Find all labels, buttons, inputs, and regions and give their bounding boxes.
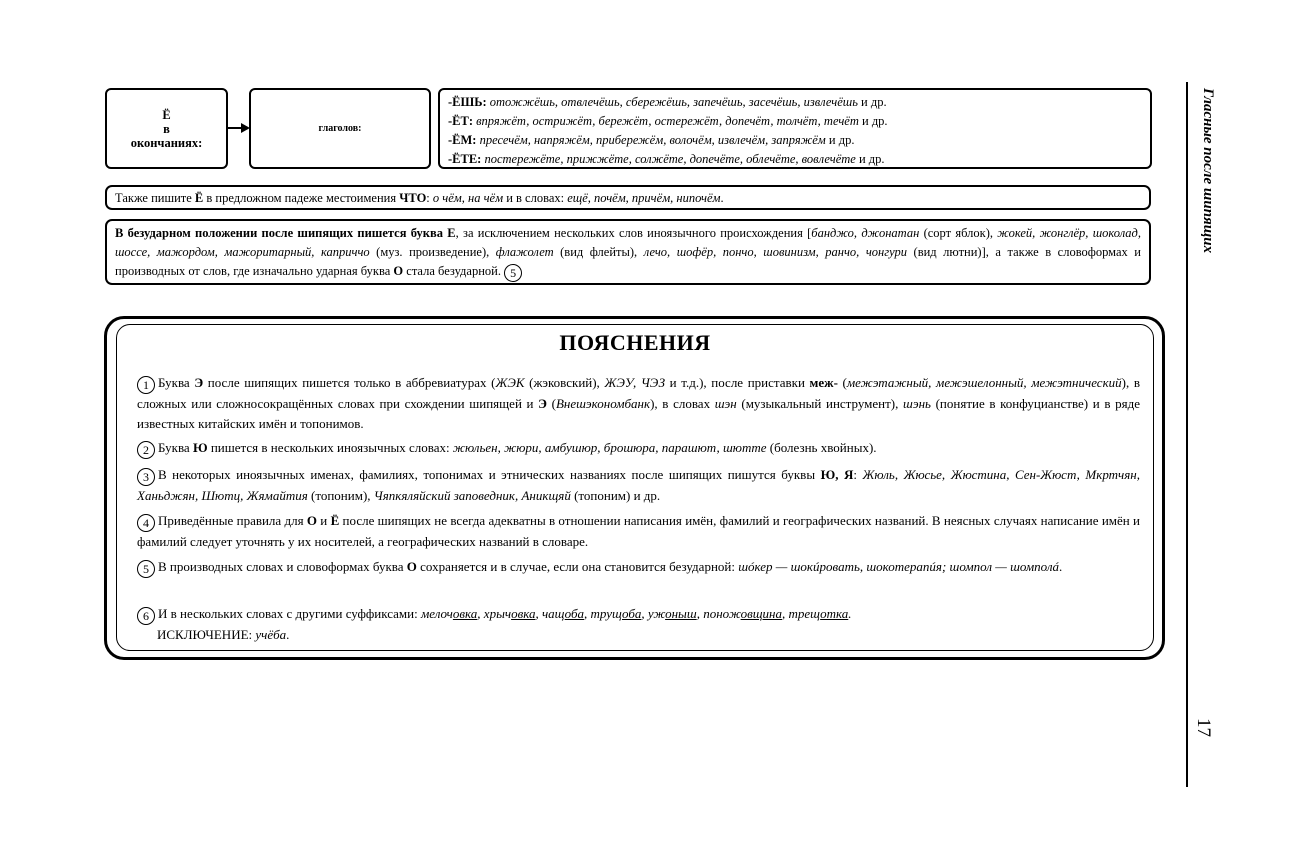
note-example: Внешэкономбанк [555, 396, 651, 411]
explanation-note-1 [137, 373, 1140, 433]
ending-line [448, 150, 1142, 169]
ending-words: отожжёшь, отвлечёшь, сбережёшь, запечёшь, засечёшь, извлечёшь [489, 95, 858, 109]
word-stem: чащ [541, 606, 565, 621]
verbs-box [249, 88, 431, 169]
word-suffix: отка [820, 606, 849, 621]
note-example: межэтажный, межэшелонный, межэтнический [846, 375, 1122, 390]
running-head [1198, 88, 1216, 288]
footnote-ref-circle[interactable]: 5 [504, 264, 522, 282]
also-text: : [426, 191, 433, 205]
note-text: (болезнь хвойных). [766, 440, 877, 455]
rule-text: , за исключением нескольких слов иноязычного происхождения [ [455, 226, 812, 240]
note-text: В некоторых иноязычных именах, фамилиях, топонимах и этнических названиях после шипящих пишутся буквы [158, 467, 821, 482]
also-text: и в словах: [503, 191, 568, 205]
word-stem: трещ [788, 606, 821, 621]
note-text: и [317, 513, 331, 528]
note-text: ( [546, 396, 556, 411]
note-letter: О [406, 559, 417, 574]
word-sep: , [696, 606, 704, 621]
rule-text: (вид флейты), [553, 245, 644, 259]
word-suffix: овка [511, 606, 536, 621]
note-text: и т.д.), после приставки [665, 375, 810, 390]
note-example: жюльен, жюри, амбушюр, брошюра, парашют, шютте [452, 440, 767, 455]
ending-line [448, 131, 1142, 150]
page-number-text: 17 [1193, 718, 1214, 737]
note-text: (топоним) и др. [570, 488, 661, 503]
suffix-word [591, 606, 648, 621]
ending-line [448, 112, 1142, 131]
note-prefix: меж- [809, 375, 838, 390]
note-example: ЖЭК [495, 375, 525, 390]
suffix-word [484, 606, 542, 621]
note-text: ), в сложных или сложносокращённых словах при схождении шипящей и [137, 375, 1140, 411]
word-suffix: оба [622, 606, 642, 621]
ending-tail: и др. [858, 114, 888, 128]
word-sep: , [641, 606, 648, 621]
margin-rule [1186, 82, 1188, 787]
suffix-word [703, 606, 788, 621]
note-example: Жюль, Жюсье, Жюстина, Сен-Жюст, Мкртчян, Ханьджян, Шютц, Жямайтия [137, 467, 1140, 503]
note-text: Буква [158, 440, 193, 455]
exception-end: . [286, 627, 290, 642]
note-text: пишется в нескольких иноязычных словах: [207, 440, 453, 455]
word-suffix: овка [452, 606, 478, 621]
note-text: после шипящих пишется только в аббревиатурах ( [203, 375, 496, 390]
rule-text: (сорт яблок), [919, 226, 998, 240]
rule-heading: В безударном положении после шипящих пишется буква Е [115, 226, 456, 240]
word-stem: понож [703, 606, 741, 621]
rule-text: стала безударной. [403, 264, 501, 278]
ending-suffix: -ЁМ: [448, 133, 477, 147]
note-example: шэнь [903, 396, 931, 411]
note-text: ( [837, 375, 847, 390]
explanation-note-2 [137, 438, 1140, 459]
ending-line [448, 93, 1142, 112]
note-text: В производных словах и словоформах буква [158, 559, 407, 574]
word-stem: уж [647, 606, 666, 621]
ending-words: постережёте, прижжёте, солжёте, допечёте, облечёте, вовлечёте [484, 152, 856, 166]
note-text: сохраняется и в случае, если она становится безударной: [416, 559, 739, 574]
rule-example: жокей, жонглёр, шоколад, шоссе, мажордом, мажоритарный, каприччо [115, 226, 1141, 259]
e-in-word: в [163, 121, 170, 136]
ending-tail: и др. [825, 133, 855, 147]
unstressed-rule-box [105, 219, 1151, 285]
suffix-word [421, 606, 484, 621]
note-letter: Э [194, 375, 204, 390]
explanation-note-4 [137, 511, 1140, 552]
note-example: Чяпкяляйский заповедник, Аникщяй [373, 488, 571, 503]
word-sep: , [782, 606, 789, 621]
explanation-note-6 [137, 604, 1140, 645]
ending-suffix: -ЁШЬ: [448, 95, 487, 109]
rule-text: (муз. произведение), [369, 245, 496, 259]
note-text: ), в словах [650, 396, 715, 411]
note-text: (жэковский), [524, 375, 605, 390]
word-sep: , [584, 606, 591, 621]
verbs-label: глаголов: [318, 123, 362, 134]
e-letter: Ё [162, 107, 171, 122]
note-example: шóкер — шокúровать, шокотерапúя; шомпол — шомполá [738, 559, 1060, 574]
suffix-word [542, 606, 591, 621]
word-suffix: оба [564, 606, 585, 621]
note-text: . [1059, 559, 1063, 574]
word-sep: , [535, 606, 542, 621]
ending-suffix: -ЁТ: [448, 114, 473, 128]
note-letter: О [306, 513, 317, 528]
note-number: 5 [137, 560, 155, 578]
exception-word: учёба [255, 627, 287, 642]
explanations-title: ПОЯСНЕНИЯ [559, 330, 711, 355]
also-examples: о чём, на чём [432, 191, 504, 205]
also-text: в предложном падеже местоимения [203, 191, 400, 205]
suffix-word [789, 606, 852, 621]
also-words: ещё, почём, причём, нипочём [567, 191, 721, 205]
note-letter: Ю, Я [820, 467, 854, 482]
ending-words: пресечём, напряжём, прибережём, волочём, извлечём, запряжём [479, 133, 826, 147]
rule-letter: О [393, 264, 404, 278]
ending-suffix: -ЁТЕ: [448, 152, 482, 166]
explanation-note-3 [137, 465, 1140, 506]
note-text: Буква [158, 375, 195, 390]
rule-example: банджо, джонатан [811, 226, 920, 240]
arrow-right-icon [227, 121, 251, 135]
rule-example: лечо, шофёр, пончо, шовинизм, ранчо, чонгури [643, 245, 908, 259]
suffix-word [648, 606, 703, 621]
note-example: шэн [714, 396, 737, 411]
also-text: Также пишите [115, 191, 195, 205]
note-text: после шипящих не всегда адекватны в отношении написания имён, фамилий и географических названий. В неясных случаях написание имён и фамилий следует уточнять у их носителей, а географических названий в словаре. [137, 513, 1140, 549]
note-letter: Ё [330, 513, 340, 528]
page-number [1194, 718, 1214, 742]
note-text: И в нескольких словах с другими суффиксами: [158, 606, 421, 621]
word-stem: хрыч [483, 606, 512, 621]
running-head-text: Гласные после шипящих [1200, 88, 1216, 254]
word-sep: . [848, 606, 852, 621]
word-suffix: овщина [740, 606, 782, 621]
note-number: 1 [137, 376, 155, 394]
note-number: 3 [137, 468, 155, 486]
also-letter: Ё [194, 191, 204, 205]
ending-tail: и др. [855, 152, 885, 166]
exception-label: ИСКЛЮЧЕНИЕ: [157, 627, 256, 642]
word-sep: , [477, 606, 484, 621]
also-pronoun: ЧТО [399, 191, 427, 205]
note-example: ЖЭУ, ЧЭЗ [604, 375, 666, 390]
note-number: 2 [137, 441, 155, 459]
note-number: 6 [137, 607, 155, 625]
note-number: 4 [137, 514, 155, 532]
note-letter: Э [538, 396, 547, 411]
e-endings-word: окончаниях: [130, 135, 203, 150]
word-stem: трущ [590, 606, 623, 621]
note-text: : [853, 467, 863, 482]
note-text: Приведённые правила для [158, 513, 307, 528]
note-text: (топоним), [307, 488, 374, 503]
note-text: (музыкальный инструмент), [736, 396, 904, 411]
ending-words: впряжёт, острижёт, бережёт, остережёт, допечёт, толчёт, течёт [476, 114, 859, 128]
word-suffix: оныш [665, 606, 697, 621]
e-in-endings-box [105, 88, 228, 169]
note-text: (понятие в конфуцианстве) и в ряде известных китайских имён и топонимов. [137, 396, 1140, 431]
word-stem: мелоч [420, 606, 453, 621]
endings-box [438, 88, 1152, 169]
note-letter: Ю [192, 440, 208, 455]
explanation-note-5 [137, 557, 1140, 578]
rule-text: (вид лютни)], а также в словоформах и производных от слов, где изначально ударная буква [115, 245, 1141, 278]
ending-tail: и др. [857, 95, 887, 109]
also-text: . [720, 191, 724, 205]
also-note-box [105, 185, 1151, 210]
rule-example: флажолет [495, 245, 554, 259]
